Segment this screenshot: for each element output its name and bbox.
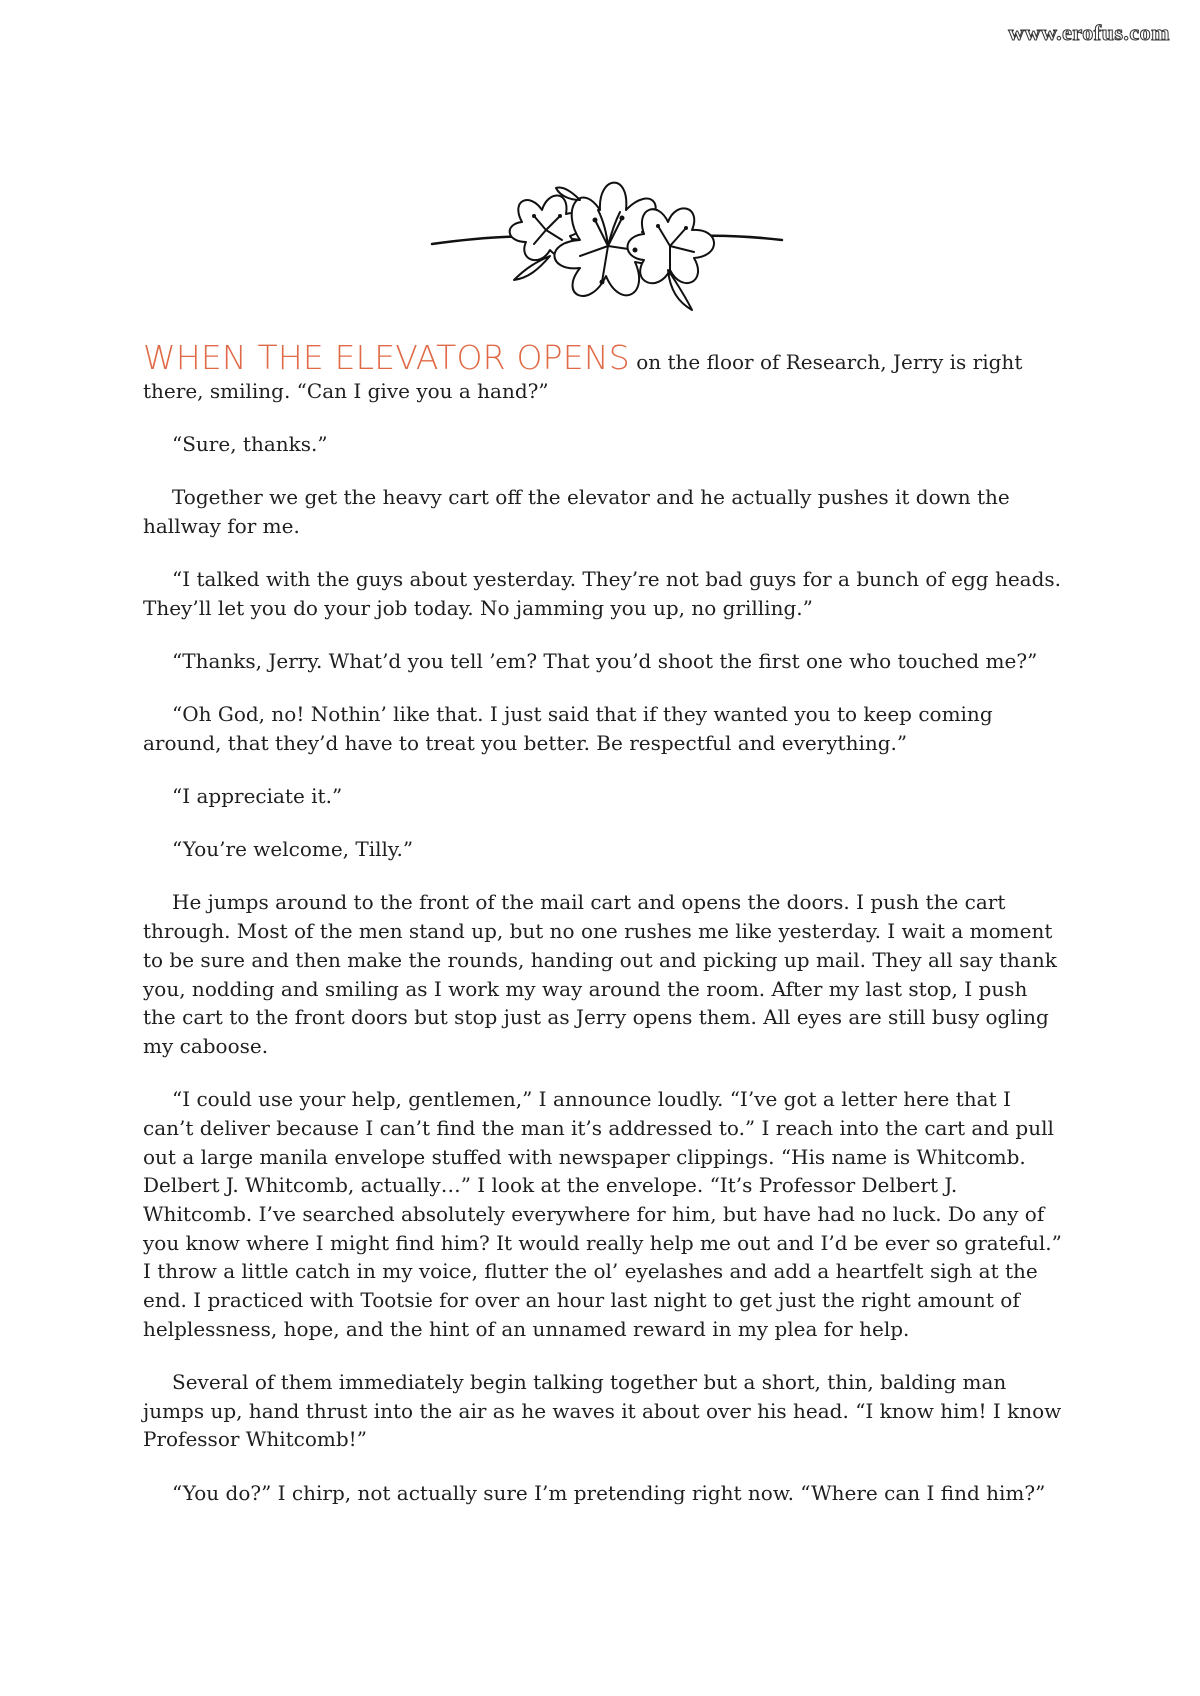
- paragraph: “I could use your help, gentlemen,” I announce loudly. “I’ve got a letter here that I can’t deliver because I can’t find the man it’s addressed to.” I reach into the cart and pull out a large manila envelope stuffed with newspaper clippings. “His name is Whitcomb. Delbert J. Whitcomb, actually…” I look at the envelope. “It’s Professor Delbert J. Whitcomb. I’ve searched absolutely everywhere for him, but have had no luck. Do any of you know where I might find him? It would really help me out and I’d be ever so grateful.” I throw a little catch in my voice, flutter the ol’ eyelashes and add a heartfelt sigh at the end. I practiced with Tootsie for over an hour last night to get just the right amount of helplessness, hope, and the hint of an unnamed reward in my plea for help.: [143, 1087, 1062, 1341]
- opening-paragraph: [143, 338, 1063, 405]
- paragraph: “Sure, thanks.”: [172, 431, 328, 456]
- lily-flowers-divider-icon: [430, 170, 785, 320]
- story-body: [143, 338, 1063, 1532]
- paragraph: “Oh God, no! Nothin’ like that. I just said that if they wanted you to keep coming around, that they’d have to treat you better. Be respectful and everything.”: [143, 702, 993, 755]
- opening-text: on the floor of Research, Jerry is right there, smiling. “Can I give you a hand?”: [143, 350, 1023, 403]
- chapter-lead-in: WHEN THE ELEVATOR OPENS: [143, 338, 630, 377]
- watermark-text: www.erofus.com: [1000, 18, 1178, 50]
- paragraph: “You do?” I chirp, not actually sure I’m pretending right now. “Where can I find him?”: [172, 1480, 1046, 1505]
- paragraph: “Thanks, Jerry. What’d you tell ’em? That you’d shoot the first one who touched me?”: [172, 648, 1038, 673]
- paragraph: “I talked with the guys about yesterday. They’re not bad guys for a bunch of egg heads. They’ll let you do your job today. No jamming you up, no grilling.”: [143, 567, 1062, 620]
- paragraph: He jumps around to the front of the mail cart and opens the doors. I push the cart through. Most of the men stand up, but no one rushes me like yesterday. I wait a moment to be sure and then make the rounds, handing out and picking up mail. They all say thank you, nodding and smiling as I work my way around the room. After my last stop, I push the cart to the front doors but stop just as Jerry opens them. All eyes are still busy ogling my caboose.: [143, 890, 1057, 1058]
- paragraph: Several of them immediately begin talking together but a short, thin, balding man jumps up, hand thrust into the air as he waves it about over his head. “I know him! I know Professor Whitcomb!”: [143, 1369, 1062, 1452]
- paragraph: “I appreciate it.”: [172, 784, 343, 809]
- paragraph: Together we get the heavy cart off the elevator and he actually pushes it down the hallway for me.: [143, 485, 1010, 538]
- paragraph: “You’re welcome, Tilly.”: [172, 837, 414, 862]
